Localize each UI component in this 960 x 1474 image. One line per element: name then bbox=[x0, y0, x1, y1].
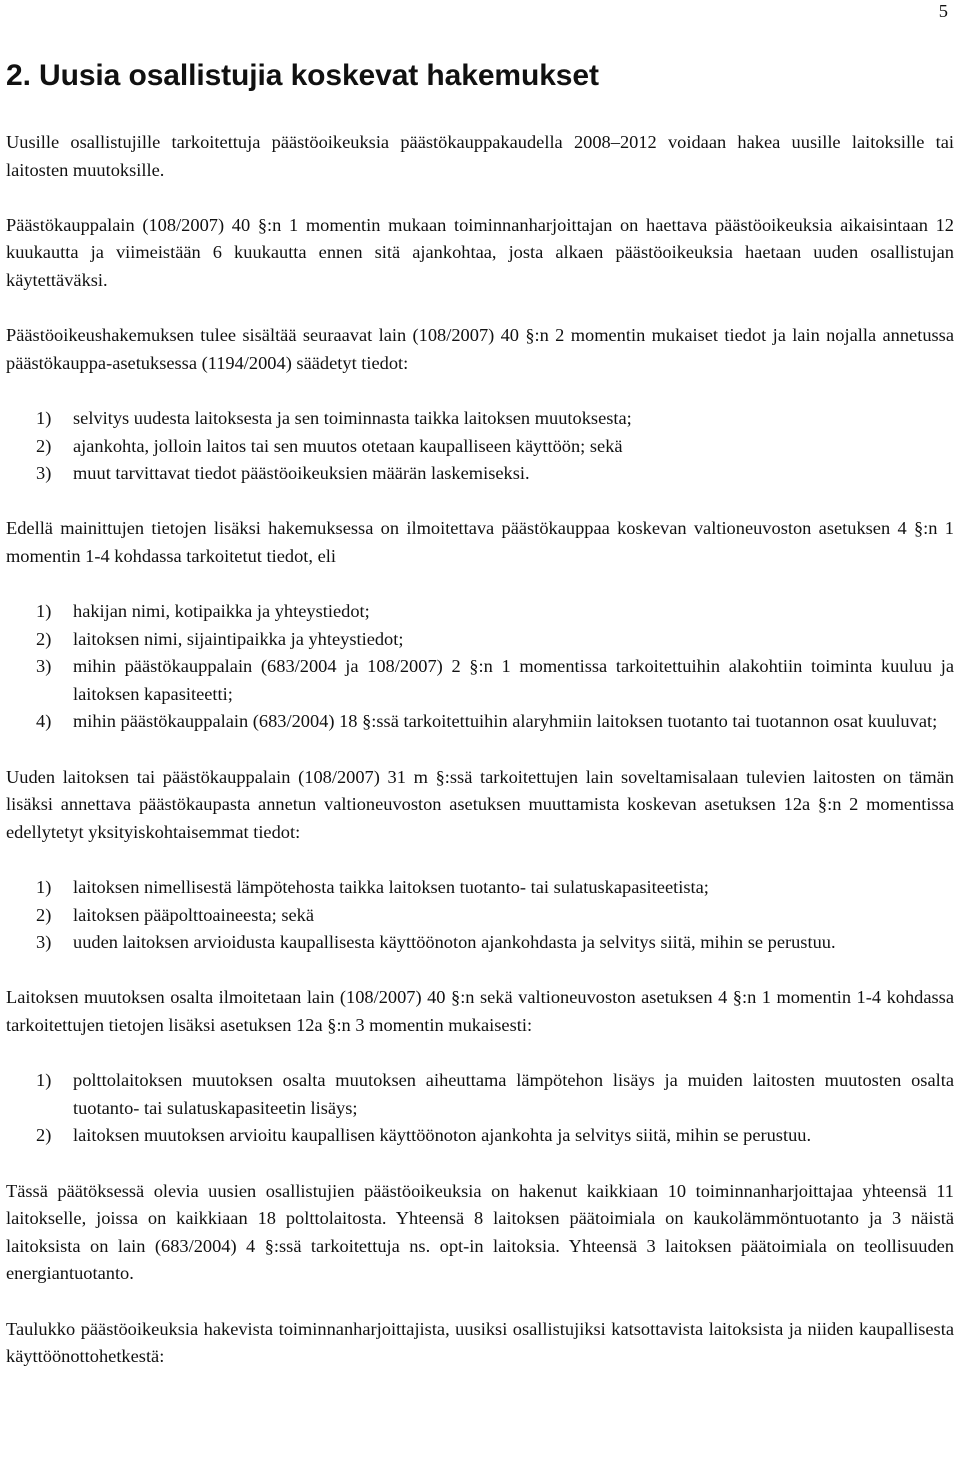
list-item-text: hakijan nimi, kotipaikka ja yhteystiedot; bbox=[73, 601, 370, 622]
list-item bbox=[6, 598, 954, 626]
paragraph-table-intro: Taulukko päästöoikeuksia hakevista toiminnanharjoittajista, uusiksi osallistujiksi katsottavista laitoksista ja niiden kaupallisesta käyttöönottohetkestä: bbox=[6, 1318, 954, 1367]
list-item bbox=[6, 405, 954, 433]
list-item-number: 2) bbox=[36, 435, 52, 456]
paragraph-installation-change: Laitoksen muutoksen osalta ilmoitetaan lain (108/2007) 40 §:n sekä valtioneuvoston asetuksen 4 §:n 1 momentin 1-4 kohdassa tarkoitettujen tietojen lisäksi asetuksen 12a §:n 3 momentin mukaisesti: bbox=[6, 987, 954, 1035]
paragraph-applicant-summary: Tässä päätöksessä olevia uusien osallistujien päästöoikeuksia on hakenut kaikkiaan 10 toiminnanharjoittajaa yhteensä 11 laitokselle, joissa on kaikkiaan 18 polttolaitosta. Yhteensä 8 laitoksen päätoimiala on kaukolämmöntuotanto ja 3 näistä laitoksista on lain (683/2004) 4 §:ssä tarkoitettuja ns. opt-in laitoksia. Yhteensä 3 laitoksen päätoimiala on teollisuuden energiantuotanto. bbox=[6, 1180, 954, 1284]
page-number: 5 bbox=[938, 1, 948, 21]
list-item bbox=[6, 460, 954, 488]
document-body bbox=[6, 56, 954, 1371]
list-change-details bbox=[6, 1067, 954, 1150]
list-item-number: 1) bbox=[36, 877, 52, 898]
list-installation-details bbox=[6, 874, 954, 957]
list-item bbox=[6, 708, 954, 736]
list-item-text: laitoksen muutoksen arvioitu kaupallisen käyttöönoton ajankohta ja selvitys siitä, mihin se perustuu. bbox=[73, 1125, 812, 1146]
list-item bbox=[6, 653, 954, 708]
list-item-text: laitoksen nimi, sijaintipaikka ja yhteystiedot; bbox=[73, 628, 404, 649]
list-item bbox=[6, 929, 954, 957]
list-item-text: polttolaitoksen muutoksen osalta muutoksen aiheuttama lämpötehon lisäys ja muiden laitosten muutosten osalta tuotanto- tai sulatuskapasiteetin lisäys; bbox=[73, 1070, 954, 1118]
list-item-text: uuden laitoksen arvioidusta kaupallisesta käyttöönoton ajankohdasta ja selvitys siitä, mihin se perustuu. bbox=[73, 932, 836, 953]
list-applicant-info bbox=[6, 598, 954, 736]
list-item-number: 3) bbox=[36, 463, 52, 484]
list-item bbox=[6, 433, 954, 461]
paragraph-new-installation: Uuden laitoksen tai päästökauppalain (108/2007) 31 m §:ssä tarkoitettujen lain soveltamisalaan tulevien laitosten on tämän lisäksi annettava päästökaupasta annetun valtioneuvoston asetuksen muuttamista koskevan asetuksen 12a §:n 2 momentissa edellytetyt yksityiskohtaisemmat tiedot: bbox=[6, 766, 954, 842]
list-item-number: 2) bbox=[36, 1125, 52, 1146]
list-item-text: selvitys uudesta laitoksesta ja sen toiminnasta taikka laitoksen muutoksesta; bbox=[73, 407, 632, 428]
list-item-text: laitoksen pääpolttoaineesta; sekä bbox=[73, 904, 315, 925]
list-item-number: 1) bbox=[36, 1070, 52, 1091]
list-item bbox=[6, 902, 954, 930]
paragraph-intro: Uusille osallistujille tarkoitettuja päästöoikeuksia päästökauppakaudella 2008–2012 voidaan hakea uusille laitoksille tai laitosten muutoksille. bbox=[6, 132, 954, 180]
list-item bbox=[6, 1122, 954, 1150]
list-item-text: mihin päästökauppalain (683/2004) 18 §:ssä tarkoitettuihin alaryhmiin laitoksen tuotanto tai tuotannon osat kuuluvat; bbox=[73, 711, 938, 732]
list-item bbox=[6, 626, 954, 654]
list-item bbox=[6, 1067, 954, 1122]
paragraph-application-contents: Päästöoikeushakemuksen tulee sisältää seuraavat lain (108/2007) 40 §:n 2 momentin mukaiset tiedot ja lain nojalla annetussa päästökauppa-asetuksessa (1194/2004) säädetyt tiedot: bbox=[6, 325, 954, 373]
section-heading: 2. Uusia osallistujia koskevat hakemukset bbox=[6, 59, 599, 92]
list-item-number: 2) bbox=[36, 904, 52, 925]
list-item-number: 3) bbox=[36, 932, 52, 953]
list-item-number: 1) bbox=[36, 601, 52, 622]
list-item-number: 1) bbox=[36, 407, 52, 428]
list-item-text: muut tarvittavat tiedot päästöoikeuksien määrän laskemiseksi. bbox=[73, 463, 530, 484]
list-item-text: mihin päästökauppalain (683/2004 ja 108/2007) 2 §:n 1 momentissa tarkoitettuihin alakohtiin toiminta kuuluu ja laitoksen kapasiteetti; bbox=[73, 656, 954, 704]
list-item-text: laitoksen nimellisestä lämpötehosta taikka laitoksen tuotanto- tai sulatuskapasiteetista; bbox=[73, 877, 709, 898]
list-item-number: 4) bbox=[36, 711, 52, 732]
paragraph-additional-info: Edellä mainittujen tietojen lisäksi hakemuksessa on ilmoitettava päästökauppaa koskevan valtioneuvoston asetuksen 4 §:n 1 momentin 1-4 kohdassa tarkoitetut tiedot, eli bbox=[6, 518, 954, 566]
list-item-number: 3) bbox=[36, 656, 52, 677]
list-item bbox=[6, 874, 954, 902]
list-item-text: ajankohta, jolloin laitos tai sen muutos otetaan kaupalliseen käyttöön; sekä bbox=[73, 435, 623, 456]
list-item-number: 2) bbox=[36, 628, 52, 649]
list-required-info bbox=[6, 405, 954, 488]
paragraph-application-timing: Päästökauppalain (108/2007) 40 §:n 1 momentin mukaan toiminnanharjoittajan on haettava päästöoikeuksia aikaisintaan 12 kuukautta ja viimeistään 6 kuukautta ennen sitä ajankohtaa, josta alkaen päästöoikeuksia haetaan uuden osallistujan käytettäväksi. bbox=[6, 214, 954, 290]
